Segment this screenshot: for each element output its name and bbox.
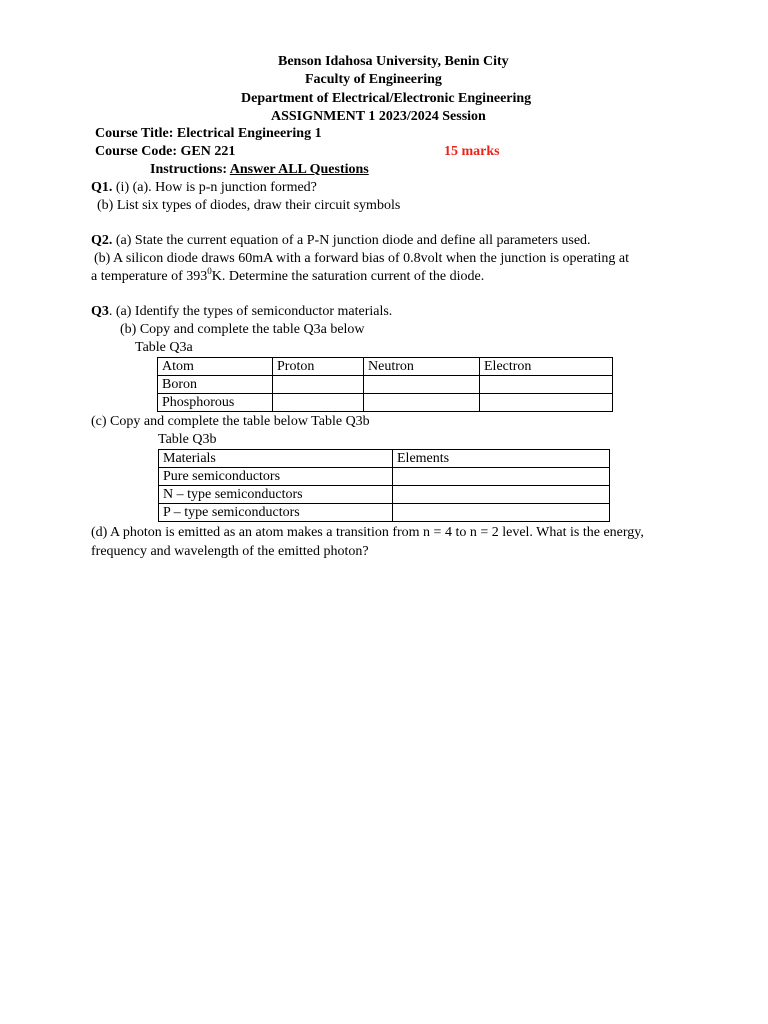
table-cell: Elements bbox=[393, 450, 610, 468]
table-cell bbox=[480, 376, 613, 394]
instructions bbox=[150, 161, 369, 179]
table-cell: Atom bbox=[158, 358, 273, 376]
q2-part-b-line2 bbox=[91, 268, 484, 286]
q3-part-d-line2: frequency and wavelength of the emitted photon? bbox=[91, 544, 369, 559]
instructions-text: Answer ALL Questions bbox=[229, 162, 369, 177]
q1-part-a bbox=[91, 179, 317, 197]
q2-part-b-line2-post: K. Determine the saturation current of the diode. bbox=[211, 269, 485, 284]
q3-part-b: (b) Copy and complete the table Q3a below bbox=[120, 322, 365, 337]
q3-part-a-text: . (a) Identify the types of semiconductor materials. bbox=[108, 304, 393, 319]
faculty-name: Faculty of Engineering bbox=[305, 72, 442, 87]
q1-label: Q1. bbox=[91, 180, 113, 195]
table-q3a-caption: Table Q3a bbox=[135, 340, 193, 355]
assignment-title: ASSIGNMENT 1 2023/2024 Session bbox=[271, 109, 486, 124]
table-cell bbox=[480, 394, 613, 412]
q1-part-b: (b) List six types of diodes, draw their circuit symbols bbox=[97, 198, 401, 213]
table-cell bbox=[393, 504, 610, 522]
table-row bbox=[159, 468, 610, 486]
q2-label: Q2. bbox=[91, 233, 113, 248]
table-row bbox=[159, 450, 610, 468]
table-cell bbox=[273, 394, 364, 412]
course-code: Course Code: GEN 221 bbox=[95, 144, 236, 159]
q3-label: Q3 bbox=[91, 304, 109, 319]
table-cell: Phosphorous bbox=[158, 394, 273, 412]
table-cell: Neutron bbox=[364, 358, 480, 376]
q2-part-a bbox=[91, 232, 591, 250]
table-cell: Materials bbox=[159, 450, 393, 468]
table-cell: P – type semiconductors bbox=[159, 504, 393, 522]
q2-part-b-line1: (b) A silicon diode draws 60mA with a forward bias of 0.8volt when the junction is operating at bbox=[94, 251, 630, 266]
q2-degree-superscript: 0 bbox=[207, 266, 212, 276]
table-q3b bbox=[158, 449, 610, 522]
table-cell bbox=[364, 394, 480, 412]
table-cell: Pure semiconductors bbox=[159, 468, 393, 486]
q2-part-a-text: (a) State the current equation of a P-N junction diode and define all parameters used. bbox=[112, 233, 591, 248]
table-row bbox=[158, 358, 613, 376]
table-cell bbox=[393, 468, 610, 486]
table-cell: Electron bbox=[480, 358, 613, 376]
marks-label: 15 marks bbox=[444, 144, 500, 159]
q1-part-a-text: (i) (a). How is p-n junction formed? bbox=[112, 180, 317, 195]
department-name: Department of Electrical/Electronic Engineering bbox=[241, 91, 532, 106]
q3-part-c: (c) Copy and complete the table below Table Q3b bbox=[91, 414, 370, 429]
table-row bbox=[158, 376, 613, 394]
table-cell: Proton bbox=[273, 358, 364, 376]
table-q3b-caption: Table Q3b bbox=[158, 432, 217, 447]
table-cell: N – type semiconductors bbox=[159, 486, 393, 504]
table-cell bbox=[273, 376, 364, 394]
table-row bbox=[158, 394, 613, 412]
q3-part-d-line1: (d) A photon is emitted as an atom makes a transition from n = 4 to n = 2 level. What is the energy, bbox=[91, 525, 644, 540]
course-title: Course Title: Electrical Engineering 1 bbox=[95, 126, 322, 141]
table-cell bbox=[364, 376, 480, 394]
table-cell: Boron bbox=[158, 376, 273, 394]
university-name: Benson Idahosa University, Benin City bbox=[278, 54, 509, 69]
table-row bbox=[159, 504, 610, 522]
table-row bbox=[159, 486, 610, 504]
q2-part-b-line2-pre: a temperature of 393 bbox=[91, 269, 208, 284]
table-q3a bbox=[157, 357, 613, 412]
table-cell bbox=[393, 486, 610, 504]
instructions-label: Instructions: bbox=[150, 162, 230, 177]
q3-part-a bbox=[91, 303, 392, 321]
